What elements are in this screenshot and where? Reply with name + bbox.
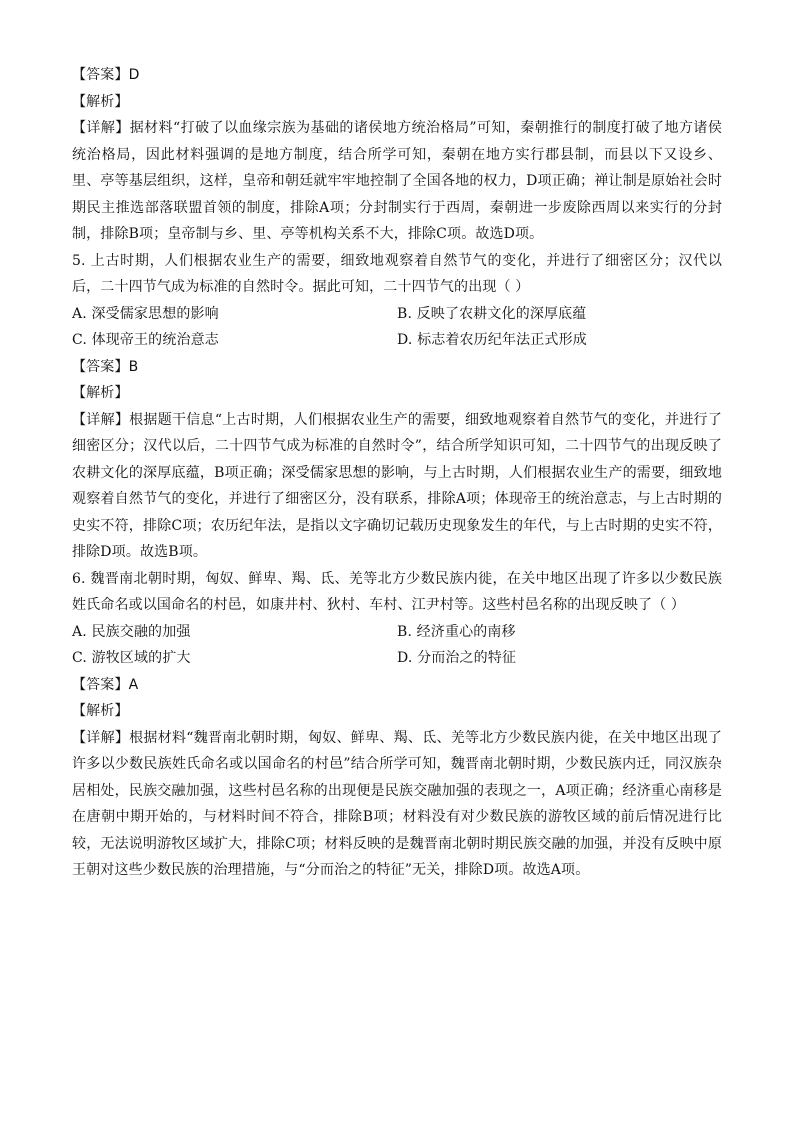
q5-option-c: C. 体现帝王的统治意志 xyxy=(72,332,219,348)
q6-answer: 【答案】A xyxy=(72,676,139,693)
q5-detail-tag: 【详解】 xyxy=(72,411,130,428)
q4-detail-text: 据材料“打破了以血缘宗族为基础的诸侯地方统治格局”可知，秦朝推行的制度打破了地方诸侯统治格局，因此材料强调的是地方制度，结合所学可知，秦朝在地方实行郡县制，而县以下又设乡、里、亭等基层组织，这样，皇帝和朝廷就牢牢地控制了全国各地的权力，D项正确；禅让制是原始社会时期民主推选部落联盟首领的制度，排除A项；分封制实行于西周，秦朝进一步废除西周以来实行的分封制，排除B项；皇帝制与乡、里、亭等机构关系不大，排除C项。故选D项。 xyxy=(72,120,722,242)
q4-analysis-heading: 【解析】 xyxy=(72,93,129,110)
q4-detail-tag: 【详解】 xyxy=(72,120,130,136)
q5-options xyxy=(72,301,722,354)
q5-detail-text: 根据题干信息“上古时期，人们根据农业生产的需要，细致地观察着自然节气的变化，并进行了细密区分；汉代以后，二十四节气成为标准的自然时令”，结合所学知识可知，二十四节气的出现反映了农耕文化的深厚底蕴，B项正确；深受儒家思想的影响，与上古时期，人们根据农业生产的需要，细致地观察着自然节气的变化，并进行了细密区分，没有联系，排除A项；体现帝王的统治意志，与上古时期的史实不符，排除C项；农历纪年法，是指以文字确切记载历史现象发生的年代，与上古时期的史实不符，排除D项。故选B项。 xyxy=(72,411,722,560)
q5-answer: 【答案】B xyxy=(72,358,139,375)
q6-option-d: D. 分而治之的特征 xyxy=(397,650,517,666)
q6-detail-tag: 【详解】 xyxy=(72,729,130,746)
document-content xyxy=(72,62,722,884)
q6-analysis-heading: 【解析】 xyxy=(72,703,129,719)
q6-option-a: A. 民族交融的加强 xyxy=(72,623,191,640)
q6-detail-text: 根据材料“魏晋南北朝时期，匈奴、鲜卑、羯、氐、羌等北方少数民族内徙，在关中地区出现了许多以少数民族姓氏命名或以国命名的村邑”结合所学可知，魏晋南北朝时期，少数民族内迁，同汉族杂居相处，民族交融加强，这些村邑名称的出现便是民族交融加强的表现之一，A项正确；经济重心南移是在唐朝中期开始的，与材料时间不符合，排除B项；材料没有对少数民族的游牧区域的前后情况进行比较，无法说明游牧区域扩大，排除C项；材料反映的是魏晋南北朝时期民族交融的加强，并没有反映中原王朝对这些少数民族的治理措施，与“分而治之的特征”无关，排除D项。故选A项。 xyxy=(72,729,722,878)
q6-stem: 6. 魏晋南北朝时期，匈奴、鲜卑、羯、氐、羌等北方少数民族内徙，在关中地区出现了许多以少数民族姓氏命名或以国命名的村邑，如康井村、狄村、车村、江尹村等。这些村邑名称的出现反映了（ ） xyxy=(72,570,722,613)
q4-answer: 【答案】D xyxy=(72,67,140,83)
q6-option-b: B. 经济重心的南移 xyxy=(397,623,516,640)
q4-detail xyxy=(72,115,722,248)
q5-option-b: B. 反映了农耕文化的深厚底蕴 xyxy=(397,305,587,322)
q5-detail xyxy=(72,407,722,566)
q5-option-a: A. 深受儒家思想的影响 xyxy=(72,305,219,322)
q6-options xyxy=(72,619,722,672)
q5-option-d: D. 标志着农历纪年法正式形成 xyxy=(397,332,587,348)
q6-option-c: C. 游牧区域的扩大 xyxy=(72,650,191,666)
q6-detail xyxy=(72,725,722,884)
q5-stem: 5. 上古时期，人们根据农业生产的需要，细致地观察着自然节气的变化，并进行了细密区分；汉代以后，二十四节气成为标准的自然时令。据此可知，二十四节气的出现（ ） xyxy=(72,252,722,295)
q5-analysis-heading: 【解析】 xyxy=(72,385,129,401)
